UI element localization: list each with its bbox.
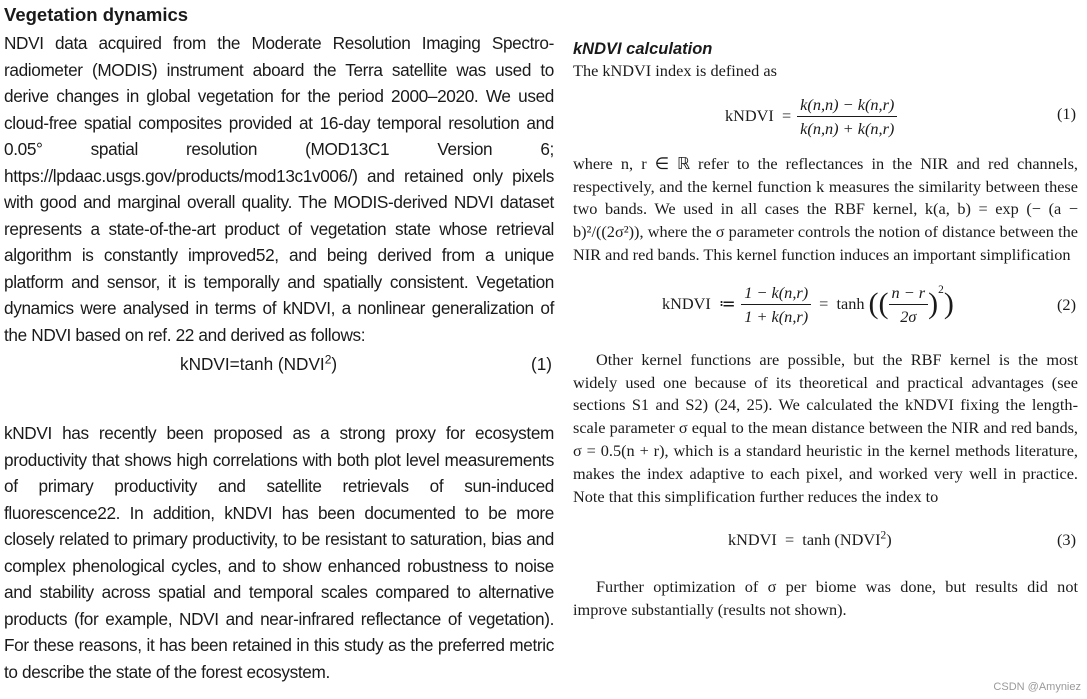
right-eq2-lhs: kNDVI ≔ (662, 294, 736, 314)
right-intro: The kNDVI index is defined as (573, 61, 777, 80)
right-eq2-open-paren: (( (868, 287, 889, 321)
left-eq1-sup: 2 (324, 352, 332, 367)
right-eq2-inner-numerator: n − r (889, 283, 929, 305)
subsection-heading: kNDVI calculation (573, 40, 713, 58)
right-eq1-fraction (797, 95, 897, 138)
left-paragraph-2: kNDVI has recently been proposed as a strong proxy for ecosystem productivity that shows high correlations with both plot level measurements of primary productivity and satellite retrievals of sun-induced fluorescence22. In addition, kNDVI has been documented to be more closely related to primary productivity, to be resistant to saturation, bias and complex phenological cycles, and to show enhanced robustness to noise and stability across spatial and temporal scales compared to alternative products (for example, NDVI and near-infrared reflectance of vegetation). For these reasons, it has been retained in this study as the preferred metric to describe the state of the forest ecosystem. (4, 423, 554, 682)
right-eq2-fraction (741, 283, 811, 326)
right-paragraph-3: Further optimization of σ per biome was done, but results did not improve substantially (results not shown). (573, 577, 1078, 620)
right-eq2-number: (2) (1057, 294, 1076, 314)
right-eq3-close: ) (886, 530, 892, 550)
right-eq2-body: kNDVI ≔ $\frac{1 - k(n,r)}{1 + k(n,r)}$ = tanh (( $\frac{n - r}{2\sigma}$ ) $^2$ ) (662, 282, 954, 326)
right-eq2-close-paren-inner: ) (928, 287, 939, 321)
right-paragraph-2: Other kernel functions are possible, but the RBF kernel is the most widely used one because of its theoretical and practical advantages (see sections S1 and S2) (24, 25). We calculated the kNDVI fixing the length-scale parameter σ equal to the mean distance between the NIR and red bands, σ = 0.5(n + r), which is a standard heuristic in the kernel methods literature, makes the index adaptive to each pixel, and worked very well in practice. Note that this simplification further reduces the index to (573, 349, 1078, 506)
right-eq1-body (725, 95, 897, 138)
left-column (4, 2, 554, 685)
right-eq2-inner-fraction (889, 283, 929, 326)
left-eq1-close: ) (331, 354, 338, 374)
right-equation-3 (573, 508, 1078, 576)
right-equation-2 (573, 267, 1078, 349)
right-eq1-number: (1) (1057, 103, 1076, 123)
section-heading: Vegetation dynamics (4, 4, 189, 25)
left-eq1-text: kNDVI=tanh (NDVI (180, 354, 325, 374)
left-equation-1-number: (1) (530, 354, 552, 374)
right-eq3-body (728, 530, 892, 550)
right-eq1-numerator: k(n,n) − k(n,r) (797, 95, 897, 117)
right-column (573, 38, 1078, 622)
right-eq2-numerator: 1 − k(n,r) (741, 283, 811, 305)
right-eq1-lhs: kNDVI = (725, 106, 792, 126)
right-eq3-text: kNDVI = tanh (NDVI (728, 530, 881, 550)
watermark: CSDN @Amyniez (993, 681, 1081, 693)
right-eq3-number: (3) (1057, 530, 1076, 550)
right-equation-1 (573, 83, 1078, 153)
right-paragraph-1: where n, r ∈ ℝ refer to the reflectances in the NIR and red channels, respectively, and the kernel function k measures the similarity between these two bands. We used in all cases the RBF kernel, k(a, b) = exp (− (a − b)²/((2σ²)), where the σ parameter controls the notion of distance between the NIR and red bands. This kernel function induces an important simplification (573, 153, 1078, 264)
right-eq2-inner-denominator: 2σ (900, 306, 917, 326)
right-eq3-sup: 2 (880, 529, 887, 542)
left-equation-1 (4, 348, 554, 400)
left-equation-1-body (180, 354, 337, 375)
right-eq2-denominator: 1 + k(n,r) (744, 306, 809, 326)
right-eq1-denominator: k(n,n) + k(n,r) (800, 118, 895, 138)
right-eq2-close-paren-outer: ) (943, 287, 954, 321)
left-paragraph-1: NDVI data acquired from the Moderate Resolution Imaging Spectro-radiometer (MODIS) instrument aboard the Terra satellite was used to derive changes in global vegetation for the period 2000–2020. We used cloud-free spatial composites provided at 16-day temporal resolution and 0.05° spatial resolution (MOD13C1 Version 6; https://lpdaac.usgs.gov/products/mod13c1v006/) and retained only pixels with good and marginal overall quality. The MODIS-derived NDVI dataset represents a state-of-the-art product of vegetation state whose retrieval algorithm is constantly improved52, and being derived from a unique platform and sensor, it is temporally and spatially consistent. Vegetation dynamics were analysed in terms of kNDVI, a nonlinear generalization of the NDVI based on ref. 22 and derived as follows: (4, 33, 554, 345)
right-eq2-mid: = tanh (819, 294, 865, 314)
